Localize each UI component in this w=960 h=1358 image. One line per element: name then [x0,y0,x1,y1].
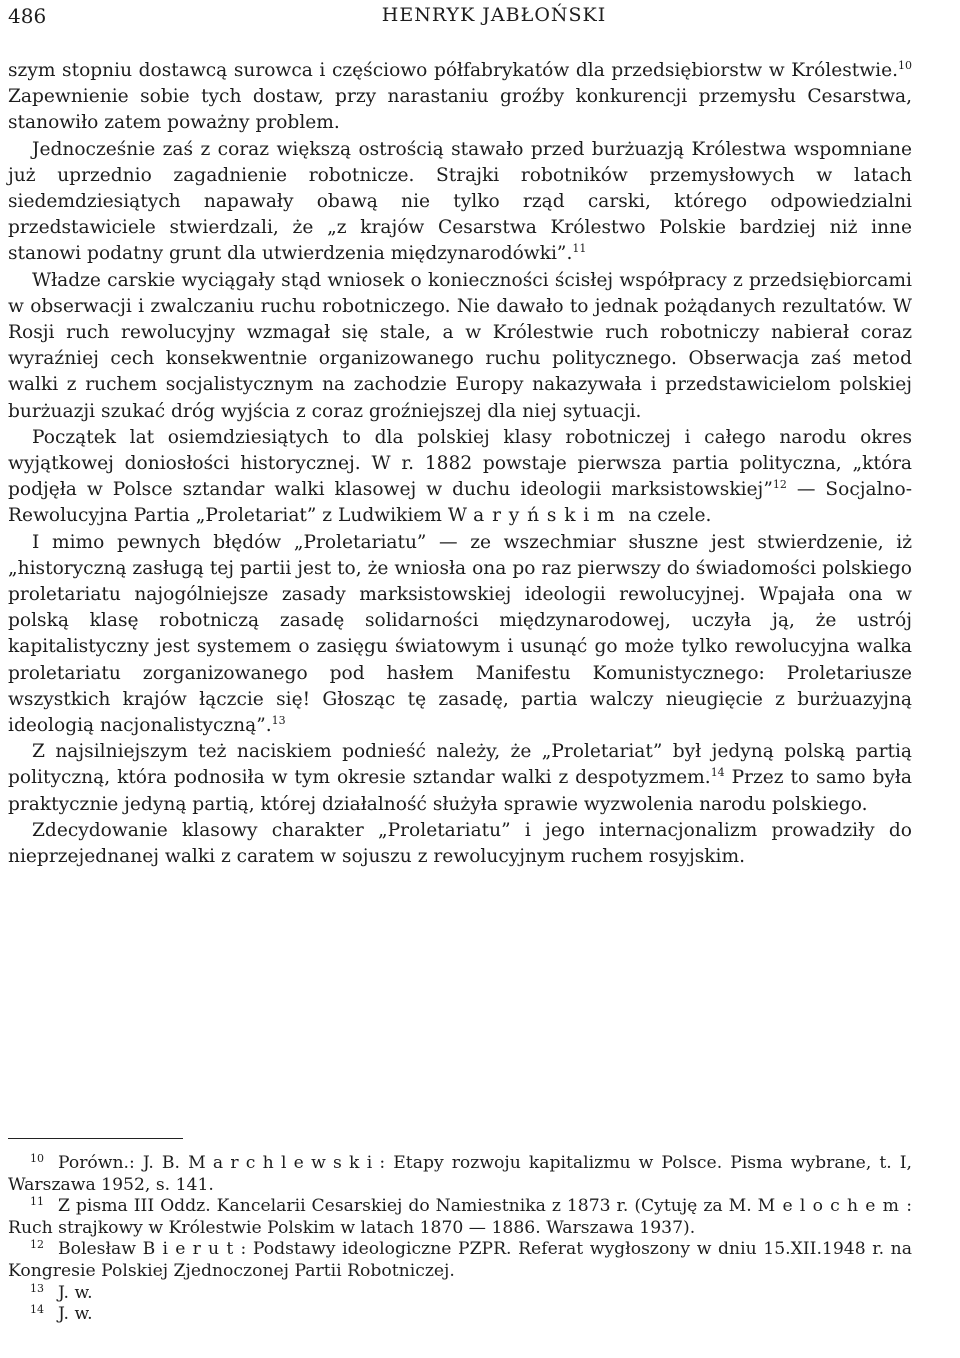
paragraph-3 [8,268,912,425]
paragraph-7 [8,818,912,870]
main-text [8,58,912,870]
spaced-name-warynski: Waryńskim [447,505,623,527]
footnote-divider [8,1138,183,1139]
paragraph-text: szym stopniu dostawcą surowca i częściowo półfabrykatów dla przedsiębiorstw w Królestwie. [8,60,898,81]
footnote-number: 14 [30,1303,44,1317]
paragraph-4 [8,425,912,530]
paragraph-text: Zdecydowanie klasowy charakter „Proletariatu” i jego internacjonalizm prowadziły do nieprzejednanej walki z caratem w sojuszu z rewolucyjnym ruchem rosyjskim. [8,819,912,868]
footnote-10 [8,1153,912,1196]
paragraph-text: Z najsilniejszym też naciskiem podnieść należy, że „Proletariat” był jedyną polską partią polityczną, która podnosiła w tym okresie sztandar walki z despotyzmem. [8,741,912,789]
footnote-ref-12[interactable]: 12 [772,478,787,492]
footnote-number: 10 [30,1152,44,1165]
footnote-text: : Ruch strajkowy w Królestwie Polskim w latach 1870 — 1886. Warszawa 1937). [8,1196,912,1238]
footnote-text: : Podstawy ideologiczne PZPR. Referat wygłoszony w dniu 15.XII.1948 r. na Kongresie Polskiej Zjednoczonej Partii Robotniczej. [8,1239,912,1281]
paragraph-text: — Socjalno-Rewolucyjna Partia „Proletariat” z Ludwikiem [8,479,912,527]
spaced-name-melochem: Melochem [757,1196,907,1217]
paragraph-2 [8,137,912,268]
paragraph-6 [8,739,912,818]
paragraph-text: I mimo pewnych błędów „Proletariatu” — ze wszechmiar słuszne jest stwierdzenie, iż „historyczną zasługą tej partii jest to, że wniosła ona po raz pierwszy do świadomości polskiego proletariatu najogólniejsze zasady marksistowskiej ideologii rewolucyjnej. Wpajała ona w polską klasę robotniczą zasadę solidarności międzynarodowej, uczyła ją, że ustrój kapitalistyczny jest systemem o zasięgu światowym i usunąć go może tylko rewolucyjna walka proletariatu zorganizowanego pod hasłem Manifestu Komunistycznego: Proletariusze wszystkich krajów łączcie się! Głosząc tę zasadę, partia walczy nieugięcie z burżuazyjną ideologią nacjonalistyczną”. [8,531,912,737]
footnote-text: J. w. [58,1282,93,1303]
paragraph-text: na czele. [622,505,712,527]
spaced-name-marchlewski: Marchlewski [188,1153,380,1173]
footnote-number: 11 [30,1195,44,1209]
paragraph-text: Jednocześnie zaś z coraz większą ostrością stawało przed burżuazją Królestwa wspomniane już uprzednio zagadnienie robotnicze. Strajki robotników przemysłowych w latach siedemdziesiątych napawały obawą nie tylko rząd carski, którego odpowiedzialni przedstawiciele stwierdzali, że „z krajów Cesarstwa Królestwo Polskie bardziej niż inne stanowi podatny grunt dla utwierdzenia międzynarodówki”. [8,138,912,265]
footnote-14 [8,1304,912,1326]
footnote-11 [8,1196,912,1239]
footnote-ref-11[interactable]: 11 [572,242,587,256]
footnote-ref-10[interactable]: 10 [898,59,912,72]
footnote-text: Porówn.: J. B. [58,1153,189,1173]
footnote-text: : Etapy rozwoju kapitalizmu w Polsce. Pisma wybrane, t. I, Warszawa 1952, s. 141. [8,1153,912,1195]
footnote-text: Z pisma III Oddz. Kancelarii Cesarskiej do Namiestnika z 1873 r. (Cytuję za M. [58,1196,758,1217]
footnote-text: Bolesław [58,1239,143,1260]
footnote-number: 13 [30,1281,44,1295]
spaced-name-bierut: Bierut [142,1239,241,1260]
footnote-text: J. w. [58,1304,93,1325]
footnote-number: 12 [30,1238,44,1252]
running-header [8,4,920,30]
page-number: 486 [8,4,47,28]
footnote-ref-13[interactable]: 13 [271,714,286,728]
footnote-12 [8,1239,912,1282]
paragraph-5 [8,530,912,740]
footnote-13 [8,1283,912,1305]
footnotes [8,1153,912,1326]
paragraph-1 [8,58,912,137]
running-title: HENRYK JABŁOŃSKI [381,4,607,26]
paragraph-text: Zapewnienie sobie tych dostaw, przy narastaniu groźby konkurencji przemysłu Cesarstwa, stanowiło zatem poważny problem. [8,86,912,134]
paragraph-text: Władze carskie wyciągały stąd wniosek o konieczności ścisłej współpracy z przedsiębiorcami w obserwacji i zwalczaniu ruchu robotniczego. Nie dawało to jednak pożądanych rezultatów. W Rosji ruch rewolucyjny wzmagał się stale, a w Królestwie ruch robotniczy nabierał coraz wyraźniej cech konsekwentnie organizowanego ruchu politycznego. Obserwacja zaś metod walki z ruchem socjalistycznym na zachodzie Europy nakazywała i przedstawicielom polskiej burżuazji szukać dróg wyjścia z coraz groźniejszej dla niej sytuacji. [8,269,912,422]
paragraph-text: Przez to samo była praktycznie jedyną partią, której działalność służyła sprawie wyzwolenia narodu polskiego. [8,767,913,815]
footnote-ref-14[interactable]: 14 [710,766,725,780]
paragraph-text: Początek lat osiemdziesiątych to dla polskiej klasy robotniczej i całego narodu okres wyjątkowej doniosłości historycznej. W r. 1882 powstaje pierwsza partia polityczna, „która podjęła w Polsce sztandar walki klasowej w duchu ideologii marksistowskiej” [8,426,912,501]
